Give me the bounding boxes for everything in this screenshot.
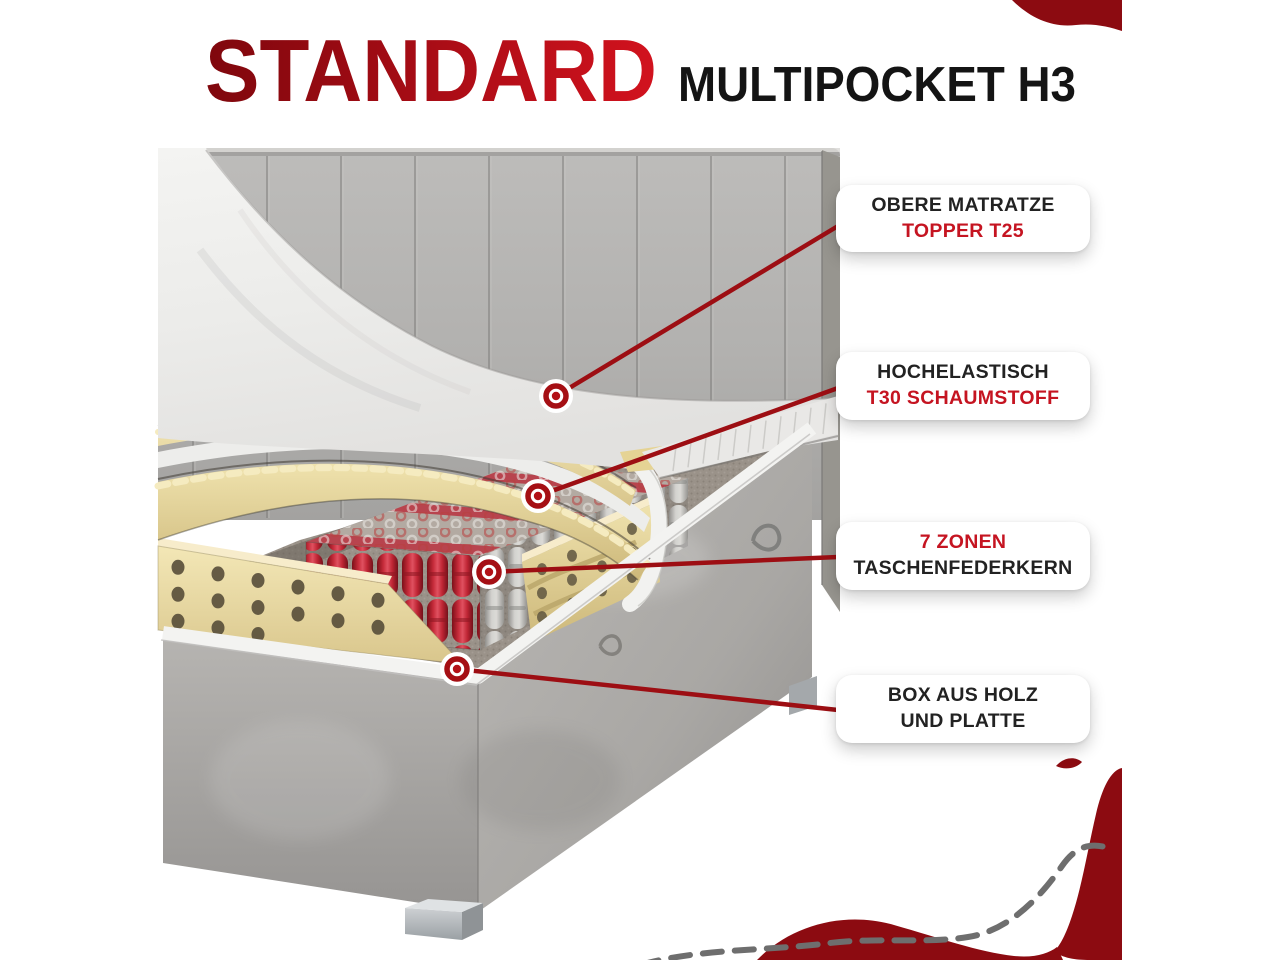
callout-line-accent: T30 SCHAUMSTOFF	[866, 387, 1060, 409]
callout-foam	[836, 352, 1090, 420]
callout-springs	[836, 522, 1090, 590]
red-sliver	[1056, 758, 1082, 768]
callout-line: HOCHELASTISCH	[877, 361, 1049, 384]
callout-line: OBERE MATRATZE	[871, 193, 1055, 216]
callout-topper	[836, 185, 1090, 252]
callout-box	[836, 675, 1090, 743]
callout-line: BOX AUS HOLZ	[887, 684, 1039, 707]
callout-line: TASCHENFEDERKERN	[853, 557, 1073, 579]
callout-line: UND PLATTE	[900, 710, 1026, 732]
callout-line-accent: 7 ZONEN	[919, 531, 1007, 554]
page-title: STANDARD	[205, 21, 657, 120]
title-block	[0, 0, 1280, 140]
dashed-curve	[640, 846, 1112, 960]
callout-line-accent: TOPPER T25	[902, 219, 1024, 242]
page-subtitle: MULTIPOCKET H3	[678, 58, 1076, 112]
